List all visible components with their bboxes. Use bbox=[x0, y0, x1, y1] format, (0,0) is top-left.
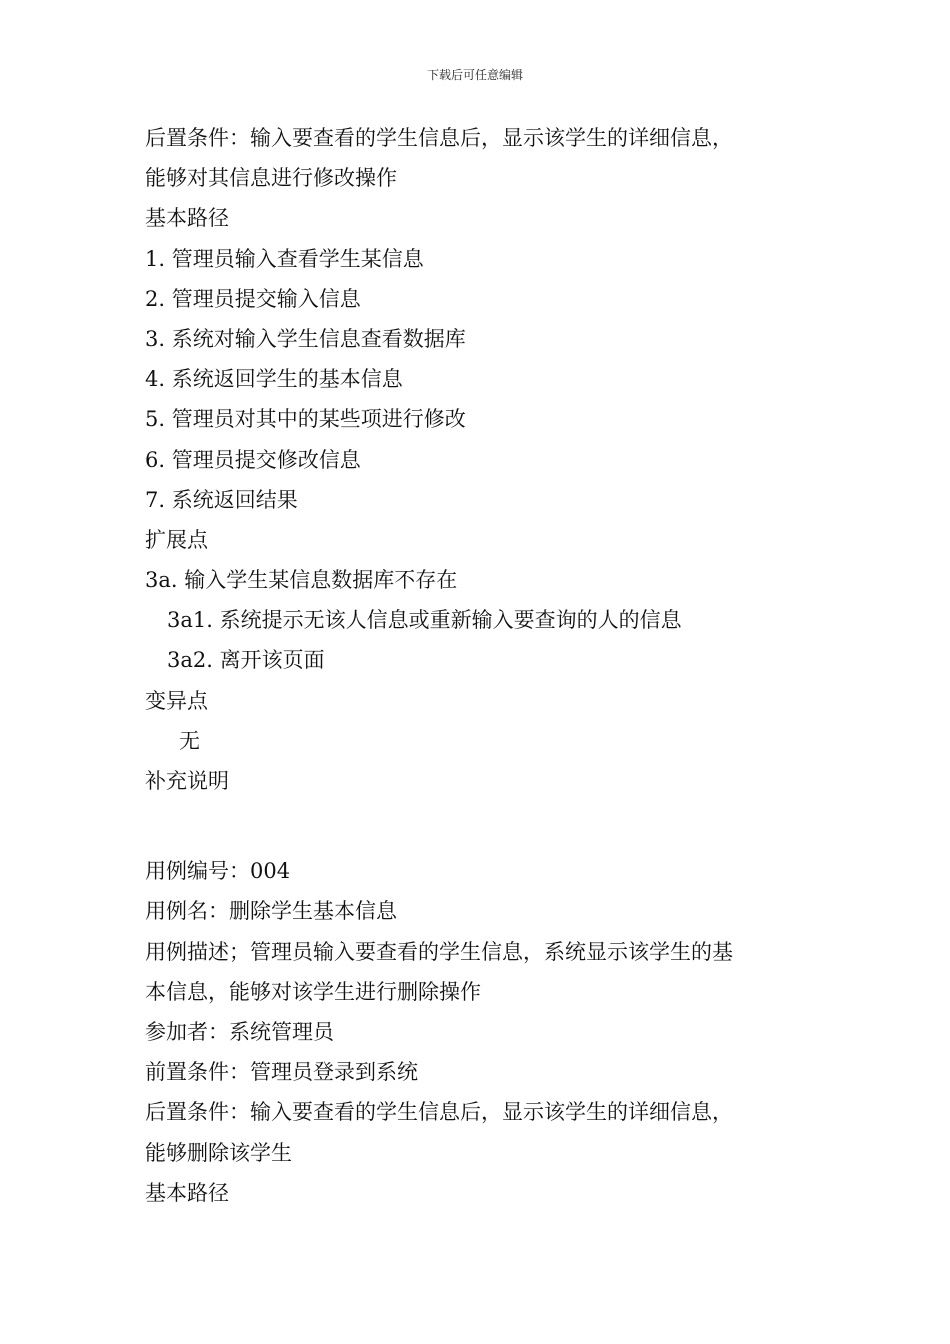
extension-heading: 扩展点 bbox=[145, 527, 208, 552]
postcondition-line-2: 能够对其信息进行修改操作 bbox=[145, 166, 397, 191]
extension-3a: 3a. 输入学生某信息数据库不存在 bbox=[145, 568, 458, 593]
basic-path-heading: 基本路径 bbox=[145, 206, 229, 231]
page-header: 下载后可任意编辑 bbox=[426, 68, 523, 82]
postcondition-2-line-2: 能够删除该学生 bbox=[145, 1140, 292, 1165]
variation-heading: 变异点 bbox=[145, 688, 208, 713]
description-line-1: 用例描述；管理员输入要查看的学生信息，系统显示该学生的基 bbox=[145, 939, 733, 964]
extension-3a1: 3a1. 系统提示无该人信息或重新输入要查询的人的信息 bbox=[167, 608, 682, 633]
postcondition-2-line-1: 后置条件：输入要查看的学生信息后，显示该学生的详细信息， bbox=[145, 1100, 733, 1125]
postcondition-line-1: 后置条件：输入要查看的学生信息后，显示该学生的详细信息， bbox=[145, 126, 733, 150]
variation-value: 无 bbox=[179, 728, 200, 753]
description-line-2: 本信息，能够对该学生进行删除操作 bbox=[145, 979, 481, 1004]
step-7: 7. 系统返回结果 bbox=[145, 487, 298, 512]
precondition: 前置条件：管理员登录到系统 bbox=[145, 1060, 418, 1085]
actors: 参加者：系统管理员 bbox=[145, 1019, 334, 1044]
basic-path-heading-2: 基本路径 bbox=[145, 1180, 229, 1205]
use-case-id: 用例编号：004 bbox=[145, 859, 291, 884]
step-1: 1. 管理员输入查看学生某信息 bbox=[145, 246, 424, 271]
extension-3a2: 3a2. 离开该页面 bbox=[167, 648, 325, 673]
step-4: 4. 系统返回学生的基本信息 bbox=[145, 367, 403, 392]
step-5: 5. 管理员对其中的某些项进行修改 bbox=[145, 407, 466, 432]
step-3: 3. 系统对输入学生信息查看数据库 bbox=[145, 326, 466, 351]
step-2: 2. 管理员提交输入信息 bbox=[145, 286, 361, 311]
section-spacer bbox=[145, 801, 825, 851]
document-body bbox=[145, 118, 825, 1213]
use-case-name: 用例名：删除学生基本信息 bbox=[145, 899, 397, 924]
step-6: 6. 管理员提交修改信息 bbox=[145, 447, 361, 472]
supplement-heading: 补充说明 bbox=[145, 769, 229, 793]
